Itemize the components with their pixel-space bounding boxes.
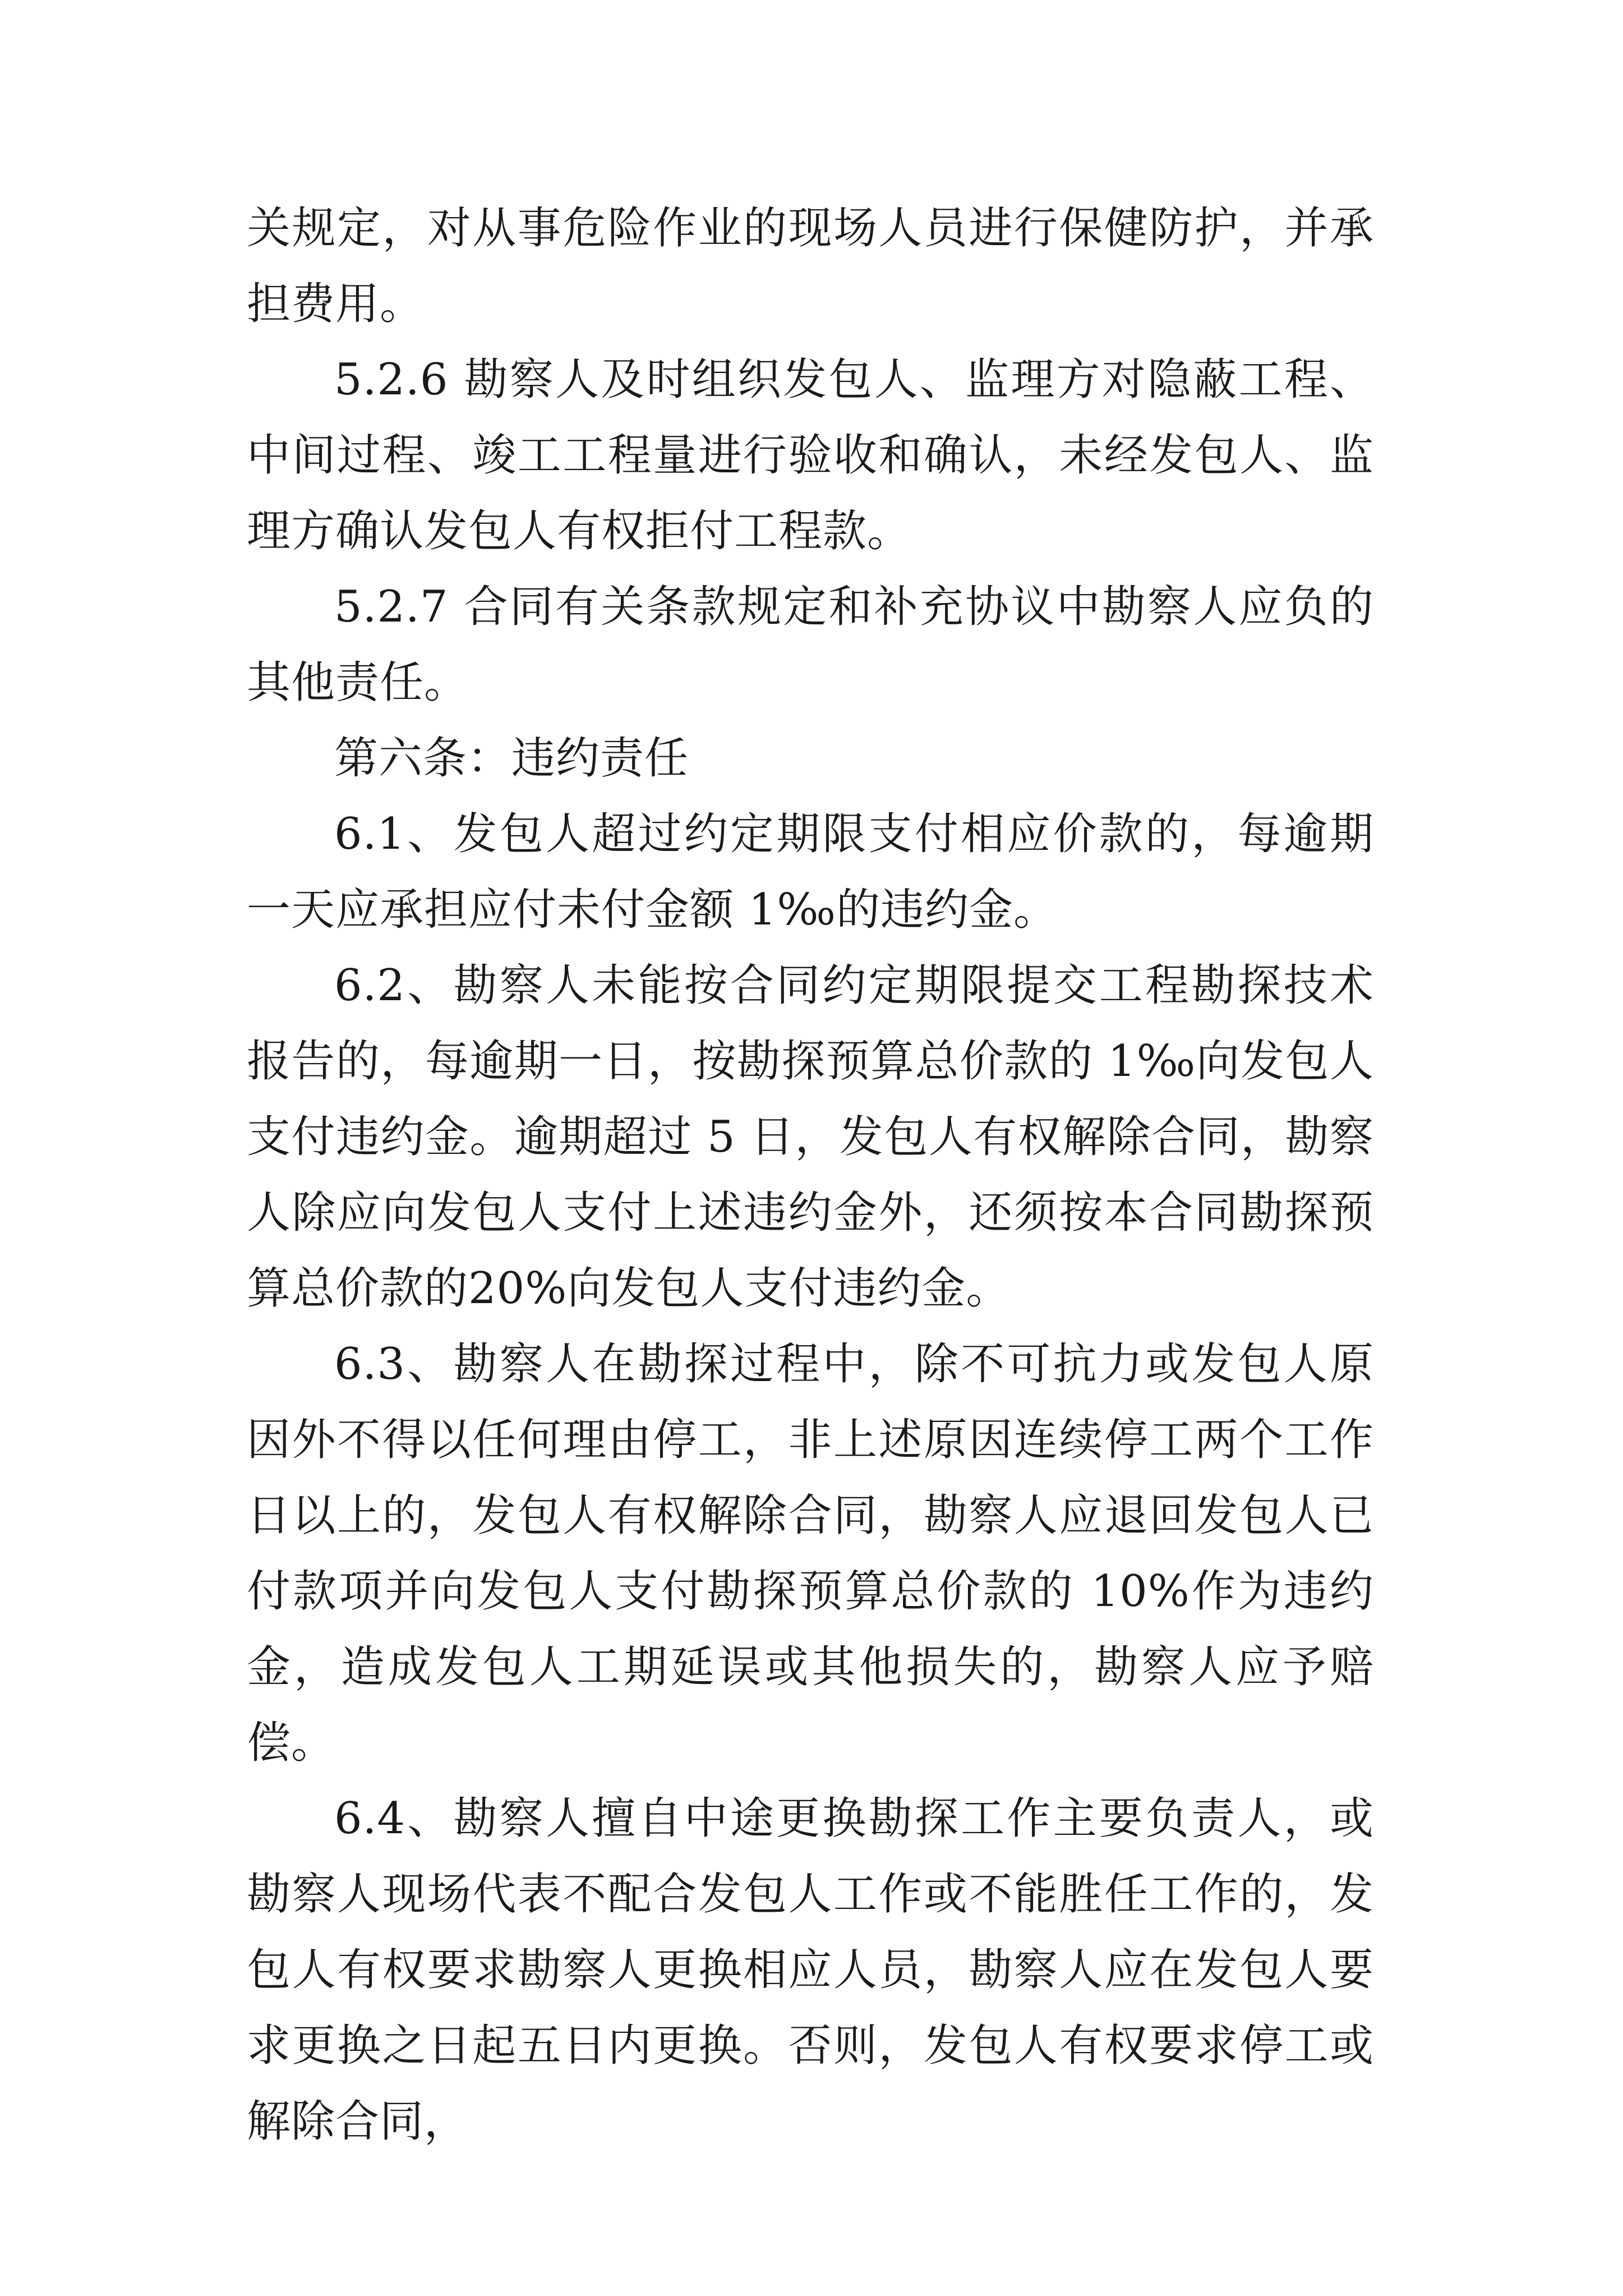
section-heading-article-6: 第六条：违约责任 bbox=[334, 733, 689, 784]
paragraph-continuation: 关规定，对从事危险作业的现场人员进行保健防护，并承担费用。 bbox=[247, 203, 1374, 329]
document-body bbox=[247, 191, 1374, 2160]
paragraph-clause-6-4: 6.4、勘察人擅自中途更换勘探工作主要负责人，或勘察人现场代表不配合发包人工作或不能胜任工作的，发包人有权要求勘察人更换相应人员，勘察人应在发包人要求更换之日起五日内更换。否则，发包人有权要求停工或解除合同， bbox=[247, 1793, 1374, 2147]
paragraph-clause-5-2-7: 5.2.7 合同有关条款规定和补充协议中勘察人应负的其他责任。 bbox=[247, 582, 1374, 708]
paragraph-clause-6-1: 6.1、发包人超过约定期限支付相应价款的，每逾期一天应承担应付未付金额 1‰的违约金。 bbox=[247, 809, 1374, 935]
paragraph-clause-6-2: 6.2、勘察人未能按合同约定期限提交工程勘探技术报告的，每逾期一日，按勘探预算总价款的 1‰向发包人支付违约金。逾期超过 5 日，发包人有权解除合同，勘察人除应向发包人支付上述违约金外，还须按本合同勘探预算总价款的20%向发包人支付违约金。 bbox=[247, 960, 1374, 1314]
paragraph-clause-6-3: 6.3、勘察人在勘探过程中，除不可抗力或发包人原因外不得以任何理由停工，非上述原因连续停工两个工作日以上的，发包人有权解除合同，勘察人应退回发包人已付款项并向发包人支付勘探预算总价款的 10%作为违约金，造成发包人工期延误或其他损失的，勘察人应予赔偿。 bbox=[247, 1339, 1374, 1768]
paragraph-clause-5-2-6: 5.2.6 勘察人及时组织发包人、监理方对隐蔽工程、中间过程、竣工工程量进行验收和确认，未经发包人、监理方确认发包人有权拒付工程款。 bbox=[247, 355, 1374, 556]
